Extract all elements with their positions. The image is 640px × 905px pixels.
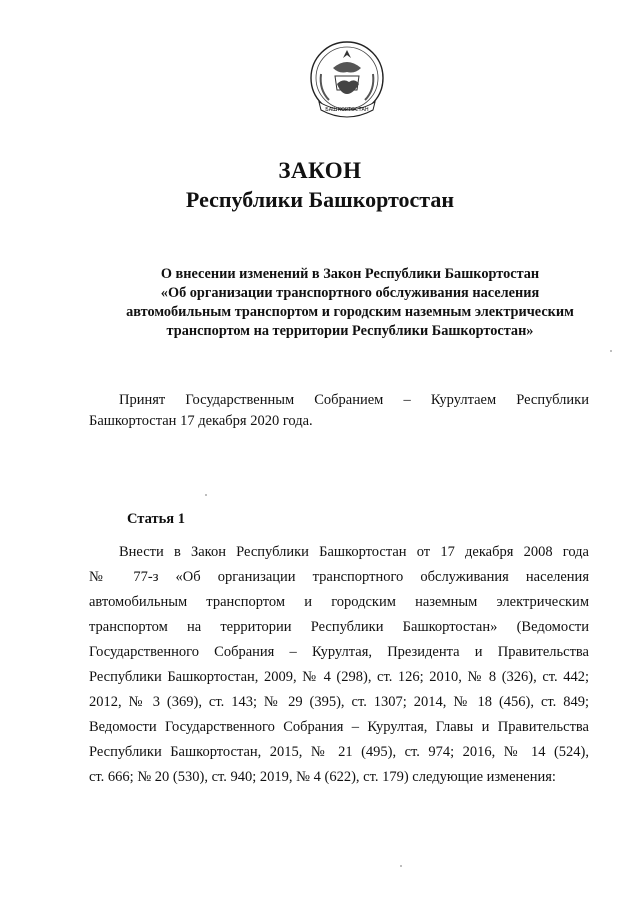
article-line: № 77-з «Об организации транспортного обслуживания населения <box>89 569 589 585</box>
svg-text:БАШКОРТОСТАН: БАШКОРТОСТАН <box>325 107 369 113</box>
article-line: Ведомости Государственного Собрания – Курултая, Главы и Правительства <box>89 719 589 735</box>
article-line: транспортом на территории Республики Башкортостан» (Ведомости <box>89 619 589 635</box>
scan-speck <box>205 494 207 496</box>
scan-speck <box>610 350 612 352</box>
adoption-statement <box>89 390 589 432</box>
article-line: Внести в Закон Республики Башкортостан от 17 декабря 2008 года <box>119 544 589 560</box>
law-name-line: транспортом на территории Республики Башкортостан» <box>166 323 534 339</box>
article-line: 2012, № 3 (369), ст. 143; № 29 (395), ст. 1307; 2014, № 18 (456), ст. 849; <box>89 694 589 710</box>
adoption-line: Принят Государственным Собранием – Курултаем Республики <box>119 392 589 408</box>
article-line: Республики Башкортостан, 2015, № 21 (495), ст. 974; 2016, № 14 (524), <box>89 744 589 760</box>
article-body <box>89 540 589 790</box>
law-name-line: О внесении изменений в Закон Республики Башкортостан <box>160 266 540 282</box>
article-line: ст. 666; № 20 (530), ст. 940; 2019, № 4 (622), ст. 179) следующие изменения: <box>89 769 556 785</box>
article-heading: Статья 1 <box>127 511 185 527</box>
article-line: Республики Башкортостан, 2009, № 4 (298), ст. 126; 2010, № 8 (326), ст. 442; <box>89 669 589 685</box>
article-line: автомобильным транспортом и городским наземным электрическим <box>89 594 589 610</box>
law-name-line: автомобильным транспортом и городским наземным электрическим <box>126 304 574 320</box>
law-name-block <box>100 265 600 341</box>
law-subtitle: Республики Башкортостан <box>185 187 455 212</box>
adoption-line: Башкортостан 17 декабря 2020 года. <box>89 413 313 429</box>
law-title: ЗАКОН <box>278 158 362 183</box>
article-line: Государственного Собрания – Курултая, Президента и Правительства <box>89 644 589 660</box>
coat-of-arms-emblem <box>307 38 387 126</box>
law-name-line: «Об организации транспортного обслуживания населения <box>160 285 540 301</box>
scan-speck <box>400 865 402 867</box>
